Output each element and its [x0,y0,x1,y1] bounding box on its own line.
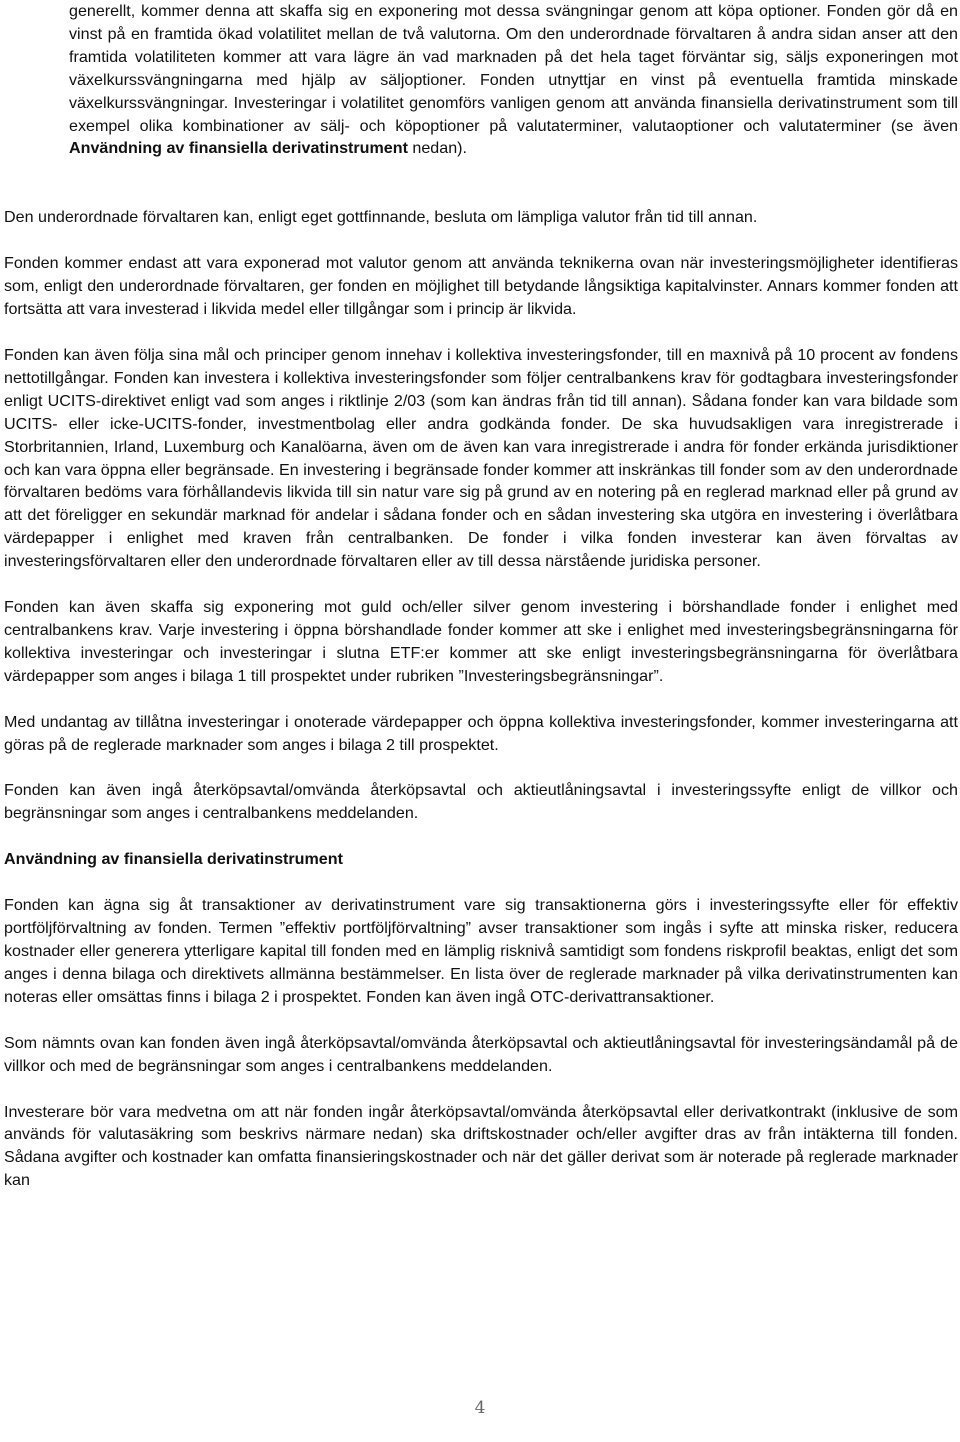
paragraph-derivatives: Fonden kan ägna sig åt transaktioner av derivatinstrument vare sig transaktionerna görs i investeringssyfte eller för effektiv portföljförvaltning av fonden. Termen ”effektiv portföljförvaltning” avser transaktioner som ingås i syfte att minska risker, reducera kostnader eller generera ytterligare kapital till fonden med en lämplig risknivå samtidigt som fondens riskprofil beaktas, enligt det som anges i denna bilaga och direktivets allmänna bestämmelser. En lista över de reglerade marknader på vilka derivatinstrumenten kan noteras eller omsättas finns i bilaga 2 i prospektet. Fonden kan även ingå OTC-derivattransaktioner. [4,896,958,1006]
paragraph-gold-silver: Fonden kan även skaffa sig exponering mot guld och/eller silver genom investering i börshandlade fonder i enlighet med centralbankens krav. Varje investering i öppna börshandlade fonder kommer att ske i enlighet med investeringsbegränsningarna för kollektiva investeringar och investeringar i slutna ETF:er kommer att ske enligt investeringsbegränsningarna för överlåtbara värdepapper som anges i bilaga 1 till prospektet under rubriken ”Investeringsbegränsningar”. [4,598,958,685]
paragraph-text: generellt, kommer denna att skaffa sig en exponering mot dessa svängningar genom att köpa optioner. Fonden gör då en vinst på en framtida ökad volatilitet mellan de två valutorna. Om den underordnade förvaltaren å andra sidan anser att den framtida volatiliteten kommer att vara lägre än vad marknaden på det hela taget förväntar sig, säljs exponeringen mot växelkurssvängningarna med hjälp av säljoptioner. Fonden utnyttjar en vinst på eventuella framtida minskade växelkurssvängningar. Investeringar i volatilitet genomförs vanligen genom att använda finansiella derivatinstrument som till exempel olika kombinationer av sälj- och köpoptioner på valutaterminer, valutaoptioner och valutaterminer (se även [69,2,958,135]
page-number: 4 [474,1398,486,1418]
paragraph-regulated-markets: Med undantag av tillåtna investeringar i onoterade värdepapper och öppna kollektiva investeringsfonder, kommer investeringarna att göras på de reglerade marknader som anges i bilaga 2 till prospektet. [4,712,958,754]
paragraph-repurchase: Fonden kan även ingå återköpsavtal/omvända återköpsavtal och aktieutlåningsavtal i investeringssyfte enligt de villkor och begränsningar som anges i centralbankens meddelanden. [4,781,958,823]
paragraph-currency-exposure: Fonden kommer endast att vara exponerad mot valutor genom att använda teknikerna ovan när investeringsmöjligheter identifieras som, enligt den underordnade förvaltaren, ger fonden en möjlighet till betydande långsiktiga kapitalvinster. Annars kommer fonden att fortsätta att vara investerad i likvida medel eller tillgångar som i princip är likvida. [4,254,958,319]
paragraph-volatility [4,0,958,160]
paragraph-currency-choice: Den underordnade förvaltaren kan, enligt eget gottfinnande, besluta om lämpliga valutor från tid till annan. [4,208,758,227]
paragraph-collective-funds: Fonden kan även följa sina mål och principer genom innehav i kollektiva investeringsfonder, till en maxnivå på 10 procent av fondens nettotillgångar. Fonden kan investera i kollektiva investeringsfonder som följer centralbankens krav för godtagbara investeringsfonder enligt UCITS-direktivet enligt vad som anges i riktlinje 2/03 (som kan ändras från tid till annan). Sådana fonder kan vara bildade som UCITS- eller icke-UCITS-fonder, investmentbolag eller andra godkända fonder. De ska huvudsakligen vara inregistrerade i Storbritannien, Irland, Luxemburg och Kanalöarna, även om de även kan vara inregistrerade i andra för fonder erkända jurisdiktioner och kan vara öppna eller begränsade. En investering i begränsade fonder kommer att inskränkas till fonder som av den underordnade förvaltaren bedöms vara förhållandevis likvida till sin natur vare sig på grund av en notering på en reglerad marknad eller på grund av att det föreligger en sekundär marknad för andelar i sådana fonder och en sådan investering ska utgöra en investering i överlåtbara värdepapper i enlighet med kraven från centralbanken. De fonder i vilka fonden investerar kan även förvaltas av investeringsförvaltaren eller den underordnade förvaltaren eller av till dessa närstående juridiska personer. [4,345,958,571]
section-heading: Användning av finansiella derivatinstrument [4,850,343,869]
paragraph-text: nedan). [407,139,467,158]
paragraph-repurchase-investment: Som nämnts ovan kan fonden även ingå återköpsavtal/omvända återköpsavtal och aktieutlåningsavtal för investeringsändamål på de villkor och med de begränsningar som anges i centralbankens meddelanden. [4,1033,958,1075]
bold-reference: Användning av finansiella derivatinstrument [69,139,408,158]
paragraph-costs: Investerare bör vara medvetna om att när fonden ingår återköpsavtal/omvända återköpsavtal eller derivatkontrakt (inklusive de som används för valutasäkring som beskrivs närmare nedan) ska driftskostnader och/eller avgifter dras av från intäkterna till fonden. Sådana avgifter och kostnader kan omfatta finansieringskostnader och när det gäller derivat som är noterade på reglerade marknader kan [4,1102,958,1190]
document-page [4,0,958,1192]
